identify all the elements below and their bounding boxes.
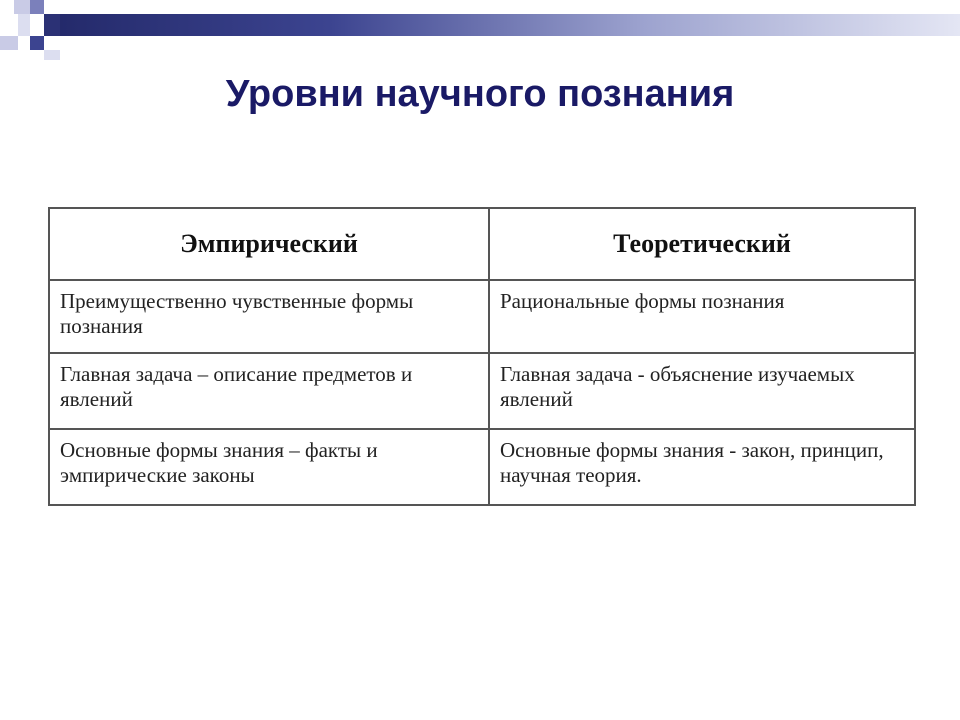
deco-square — [14, 0, 30, 14]
slide-title: Уровни научного познания — [225, 73, 735, 115]
table-cell: Основные формы знания - закон, принцип, научная теория. — [489, 429, 915, 505]
deco-square — [44, 14, 60, 36]
header-empirical: Эмпирический — [49, 208, 489, 280]
deco-square — [0, 36, 18, 50]
table-row — [49, 280, 915, 353]
table-cell: Преимущественно чувственные формы познания — [49, 280, 489, 353]
table-row — [49, 429, 915, 505]
table-cell: Основные формы знания – факты и эмпирические законы — [49, 429, 489, 505]
deco-square — [44, 50, 60, 60]
comparison-table — [48, 207, 916, 506]
header-decoration — [0, 0, 960, 60]
deco-square — [18, 14, 30, 36]
gradient-bar — [60, 14, 960, 36]
deco-square — [30, 0, 44, 14]
table-cell: Главная задача – описание предметов и явлений — [49, 353, 489, 429]
deco-square — [30, 36, 44, 50]
table-header-row — [49, 208, 915, 280]
table-row — [49, 353, 915, 429]
header-theoretical: Теоретический — [489, 208, 915, 280]
table-cell: Главная задача - объяснение изучаемых явлений — [489, 353, 915, 429]
table-cell: Рациональные формы познания — [489, 280, 915, 353]
